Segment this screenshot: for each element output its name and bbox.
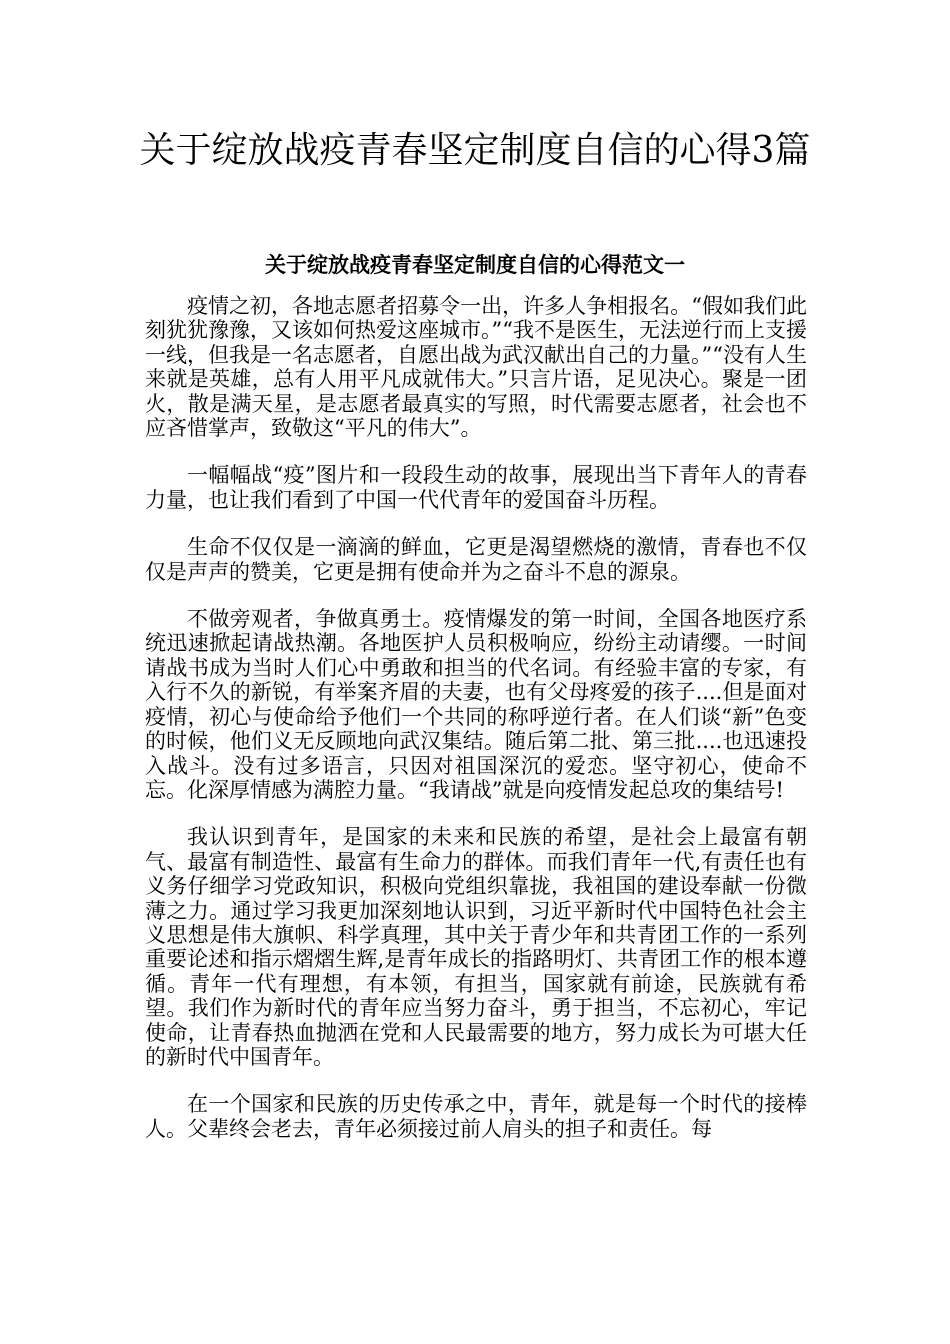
paragraph: 在一个国家和民族的历史传承之中，青年，就是每一个时代的接棒人。父辈终会老去，青年必须接过前人肩头的担子和责任。每	[145, 1092, 807, 1141]
paragraph: 生命不仅仅是一滴滴的鲜血，它更是渴望燃烧的激情，青春也不仅仅是声声的赞美，它更是拥有使命并为之奋斗不息的源泉。	[145, 535, 807, 584]
document-title: 关于绽放战疫青春坚定制度自信的心得3篇	[139, 130, 811, 171]
document-body	[145, 294, 807, 1164]
paragraph: 我认识到青年，是国家的未来和民族的希望，是社会上最富有朝气、最富有制造性、最富有生命力的群体。而我们青年一代,有责任也有义务仔细学习党政知识，积极向党组织靠拢，我祖国的建设奉献一份微薄之力。通过学习我更加深刻地认识到，习近平新时代中国特色社会主义思想是伟大旗帜、科学真理，其中关于青少年和共青团工作的一系列重要论述和指示熠熠生辉,是青年成长的指路明灯、共青团工作的根本遵循。青年一代有理想，有本领，有担当，国家就有前途，民族就有希望。我们作为新时代的青年应当努力奋斗，勇于担当，不忘初心，牢记使命，让青春热血抛洒在党和人民最需要的地方，努力成长为可堪大任的新时代中国青年。	[145, 825, 807, 1069]
document-subtitle: 关于绽放战疫青春坚定制度自信的心得范文一	[265, 252, 685, 277]
paragraph: 疫情之初，各地志愿者招募令一出，许多人争相报名。“假如我们此刻犹犹豫豫，又该如何热爱这座城市。”“我不是医生，无法逆行而上支援一线，但我是一名志愿者，自愿出战为武汉献出自己的力量。”“没有人生来就是英雄，总有人用平凡成就伟大。”只言片语，足见决心。聚是一团火，散是满天星，是志愿者最真实的写照，时代需要志愿者，社会也不应吝惜掌声，致敬这“平凡的伟大”。	[145, 294, 807, 441]
paragraph: 不做旁观者，争做真勇士。疫情爆发的第一时间，全国各地医疗系统迅速掀起请战热潮。各地医护人员积极响应，纷纷主动请缨。一时间请战书成为当时人们心中勇敢和担当的代名词。有经验丰富的专家，有入行不久的新锐，有举案齐眉的夫妻，也有父母疼爱的孩子....但是面对疫情，初心与使命给予他们一个共同的称呼逆行者。在人们谈“新”色变的时候，他们义无反顾地向武汉集结。随后第二批、第三批....也迅速投入战斗。没有过多语言，只因对祖国深沉的爱恋。坚守初心，使命不忘。化深厚情感为满腔力量。“我请战”就是向疫情发起总攻的集结号!	[145, 607, 807, 802]
paragraph: 一幅幅战“疫”图片和一段段生动的故事，展现出当下青年人的青春力量，也让我们看到了中国一代代青年的爱国奋斗历程。	[145, 463, 807, 512]
